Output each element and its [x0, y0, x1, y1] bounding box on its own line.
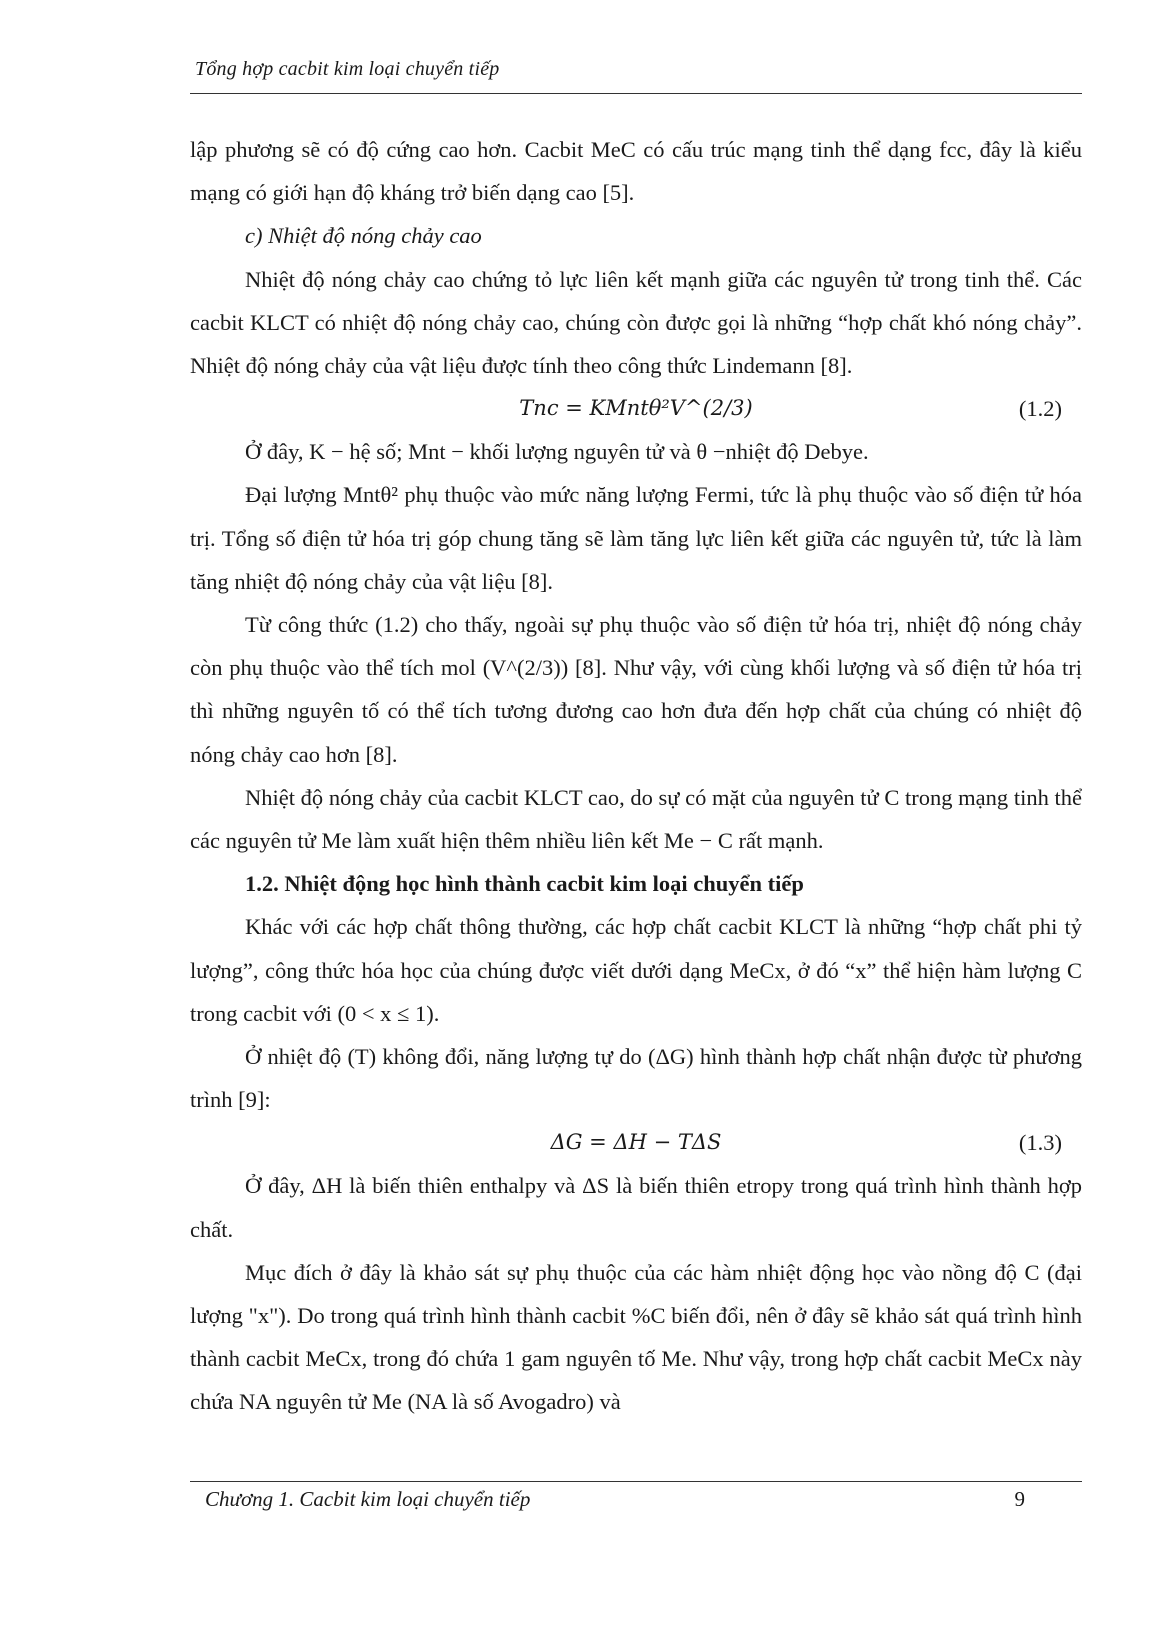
page-footer: [205, 1487, 1025, 1512]
paragraph-8: Ở nhiệt độ (T) không đổi, năng lượng tự do (ΔG) hình thành hợp chất nhận được từ phương trình [9]:: [190, 1044, 1082, 1113]
equation-1-2-expression: Tnc = KMntθ²V^(2/3): [519, 396, 753, 421]
subheading-c: c) Nhiệt độ nóng chảy cao: [245, 223, 482, 249]
page-body: [190, 128, 1082, 1424]
equation-1-3-expression: ΔG = ΔH − TΔS: [550, 1130, 722, 1155]
equation-1-3-number: (1.3): [1018, 1130, 1062, 1156]
footer-chapter: Chương 1. Cacbit kim loại chuyển tiếp: [205, 1487, 531, 1511]
paragraph-7: Khác với các hợp chất thông thường, các hợp chất cacbit KLCT là những “hợp chất phi tỷ lượng”, công thức hóa học của chúng được viết dưới dạng MeCx, ở đó “x” thể hiện hàm lượng C trong cacbit với (0 < x ≤ 1).: [190, 914, 1082, 1026]
section-heading-1-2: 1.2. Nhiệt động học hình thành cacbit kim loại chuyển tiếp: [245, 871, 804, 897]
paragraph-10: Mục đích ở đây là khảo sát sự phụ thuộc của các hàm nhiệt động học vào nồng độ C (đại lượng "x"). Do trong quá trình hình thành cacbit %C biến đổi, nên ở đây sẽ khảo sát quá trình hình thành cacbit MeCx, trong đó chứa 1 gam nguyên tố Me. Như vậy, trong hợp chất cacbit MeCx này chứa NA nguyên tử Me (NA là số Avogadro) và: [190, 1259, 1082, 1415]
equation-1-2-number: (1.2): [1018, 396, 1062, 422]
paragraph-2: Nhiệt độ nóng chảy cao chứng tỏ lực liên kết mạnh giữa các nguyên tử trong tinh thể. Các cacbit KLCT có nhiệt độ nóng chảy cao, chúng còn được gọi là những “hợp chất khó nóng chảy”. Nhiệt độ nóng chảy của vật liệu được tính theo công thức Lindemann [8].: [190, 266, 1082, 379]
paragraph-9: Ở đây, ΔH là biến thiên enthalpy và ΔS là biến thiên etropy trong quá trình hình thành hợp chất.: [190, 1173, 1082, 1242]
paragraph-3: Ở đây, K − hệ số; Mnt − khối lượng nguyên tử và θ −nhiệt độ Debye.: [245, 439, 869, 465]
equation-1-2: [190, 387, 1082, 430]
page-number: 9: [1014, 1487, 1025, 1511]
equation-1-3: [190, 1121, 1082, 1164]
running-header: Tổng hợp cacbit kim loại chuyển tiếp: [195, 58, 500, 80]
footer-rule: [190, 1481, 1082, 1482]
paragraph-5: Từ công thức (1.2) cho thấy, ngoài sự phụ thuộc vào số điện tử hóa trị, nhiệt độ nóng chảy còn phụ thuộc vào thể tích mol (V^(2/3)) [8]. Như vậy, với cùng khối lượng và số điện tử hóa trị thì những nguyên tố có thể tích tương đương cao hơn đưa đến hợp chất của chúng có nhiệt độ nóng chảy cao hơn [8].: [190, 612, 1082, 767]
header-rule: [190, 93, 1082, 94]
paragraph-4: Đại lượng Mntθ² phụ thuộc vào mức năng lượng Fermi, tức là phụ thuộc vào số điện tử hóa trị. Tổng số điện tử hóa trị góp chung tăng sẽ làm tăng lực liên kết giữa các nguyên tử, tức là làm tăng nhiệt độ nóng chảy của vật liệu [8].: [190, 482, 1082, 594]
paragraph-1: lập phương sẽ có độ cứng cao hơn. Cacbit MeC có cấu trúc mạng tinh thể dạng fcc, đây là kiểu mạng có giới hạn độ kháng trở biến dạng cao [5].: [190, 137, 1082, 206]
paragraph-6: Nhiệt độ nóng chảy của cacbit KLCT cao, do sự có mặt của nguyên tử C trong mạng tinh thể các nguyên tử Me làm xuất hiện thêm nhiều liên kết Me − C rất mạnh.: [190, 784, 1082, 854]
